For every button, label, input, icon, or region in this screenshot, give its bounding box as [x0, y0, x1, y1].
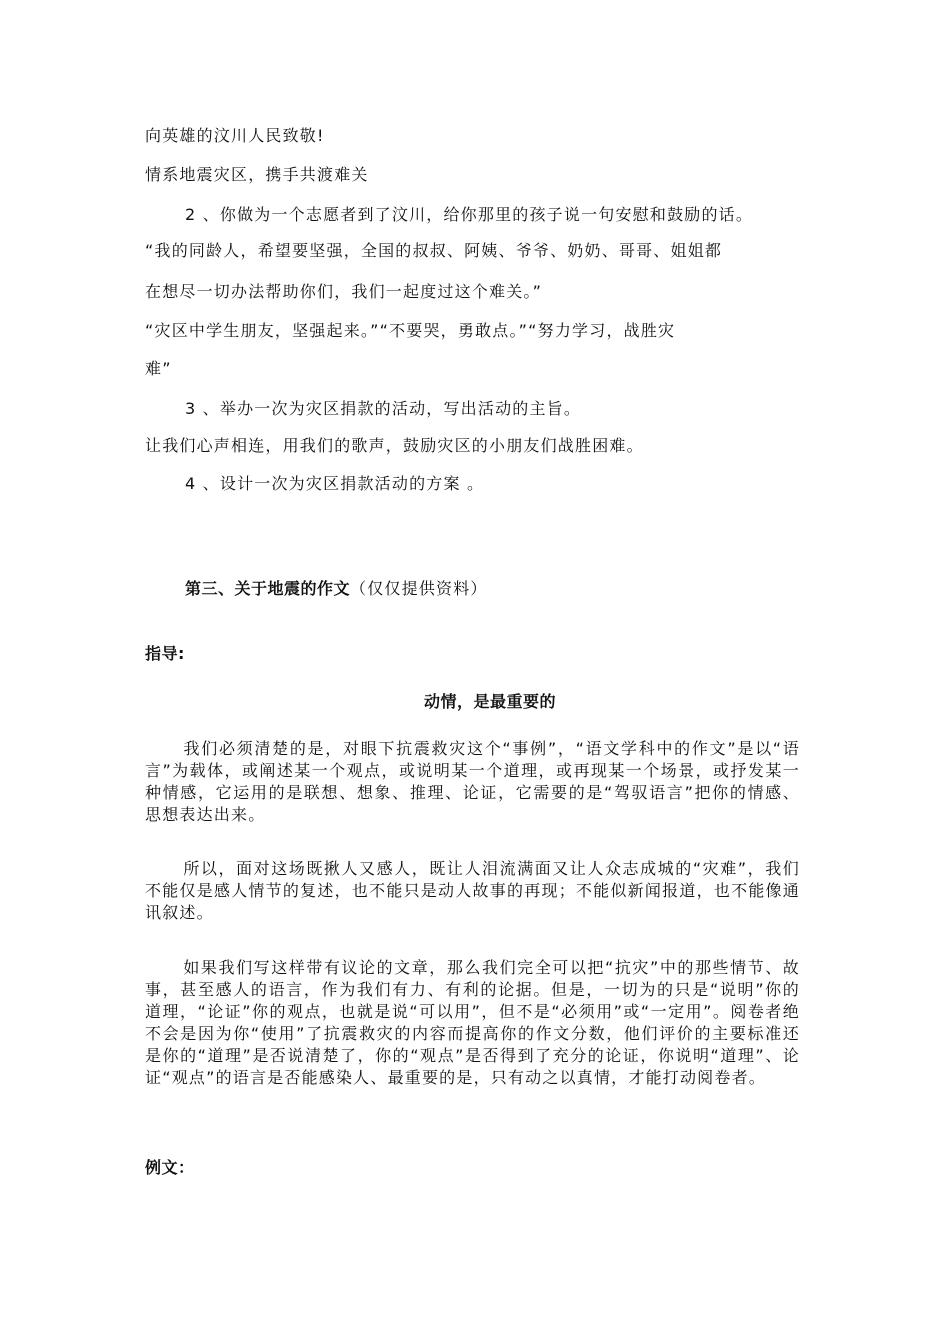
paragraph-3-text: 如果我们写这样带有议论的文章，那么我们完全可以把“抗灾”中的那些情节、故事，甚至感人的语言，作为我们有力、有利的论据。但是，一切为的只是“说明”你的道理，“论证”你的观点，也就是说“可以用”，但不是“必须用”或“一定用”。阅卷者绝不会是因为你“使用”了抗震救灾的内容而提高你的作文分数，他们评价的主要标准还是你的“道理”是否说清楚了，你的“观点”是否得到了充分的论证，你说明“道理”、论证“观点”的语言是否能感染人、最重要的是，只有动之以真情，才能打动阅卷者。 [145, 958, 800, 1087]
paragraph-1-text: 我们必须清楚的是，对眼下抗震救灾这个“事例”，“语文学科中的作文”是以“语言”为载体，或阐述某一个观点，或说明某一个道理，或再现某一个场景，或抒发某一种情感，它运用的是联想、想象、推理、论证，它需要的是“驾驭语言”把你的情感、思想表达出来。 [145, 739, 800, 824]
paragraph-2 [145, 858, 800, 924]
item-2-answer-4: 难” [145, 359, 172, 378]
section-heading-main: 第三、关于地震的作文 [185, 579, 351, 598]
line-salute: 向英雄的汶川人民致敬! [145, 126, 325, 145]
section-heading [185, 578, 488, 600]
section-heading-note: （仅仅提供资料） [350, 579, 488, 598]
paragraph-3 [145, 957, 800, 1089]
essay-title: 动情，是最重要的 [423, 692, 556, 711]
item-2-answer-2: 在想尽一切办法帮助你们，我们一起度过这个难关。” [145, 282, 543, 301]
item-2-answer-3: “灾区中学生朋友，坚强起来。”“不要哭，勇敢点。”“努力学习，战胜灾 [145, 321, 676, 340]
guide-label: 指导: [145, 644, 185, 663]
item-4: 4 、设计一次为灾区捐款活动的方案 。 [185, 474, 485, 493]
paragraph-1 [145, 738, 800, 826]
paragraph-2-text: 所以，面对这场既揪人又感人，既让人泪流满面又让人众志成城的“灾难”，我们不能仅是感人情节的复述，也不能只是动人故事的再现；不能似新闻报道，也不能像通讯叙述。 [145, 859, 800, 922]
item-3: 3 、举办一次为灾区捐款的活动，写出活动的主旨。 [185, 399, 582, 418]
line-slogan: 情系地震灾区，携手共渡难关 [145, 165, 369, 184]
item-2: 2 、你做为一个志愿者到了汶川，给你那里的孩子说一句安慰和鼓励的话。 [185, 205, 754, 224]
item-3-answer: 让我们心声相连，用我们的歌声，鼓励灾区的小朋友们战胜困难。 [145, 436, 644, 455]
item-2-answer-1: “我的同龄人，希望要坚强，全国的叔叔、阿姨、爷爷、奶奶、哥哥、姐姐都 [145, 241, 723, 260]
example-label: 例文： [145, 1158, 195, 1177]
